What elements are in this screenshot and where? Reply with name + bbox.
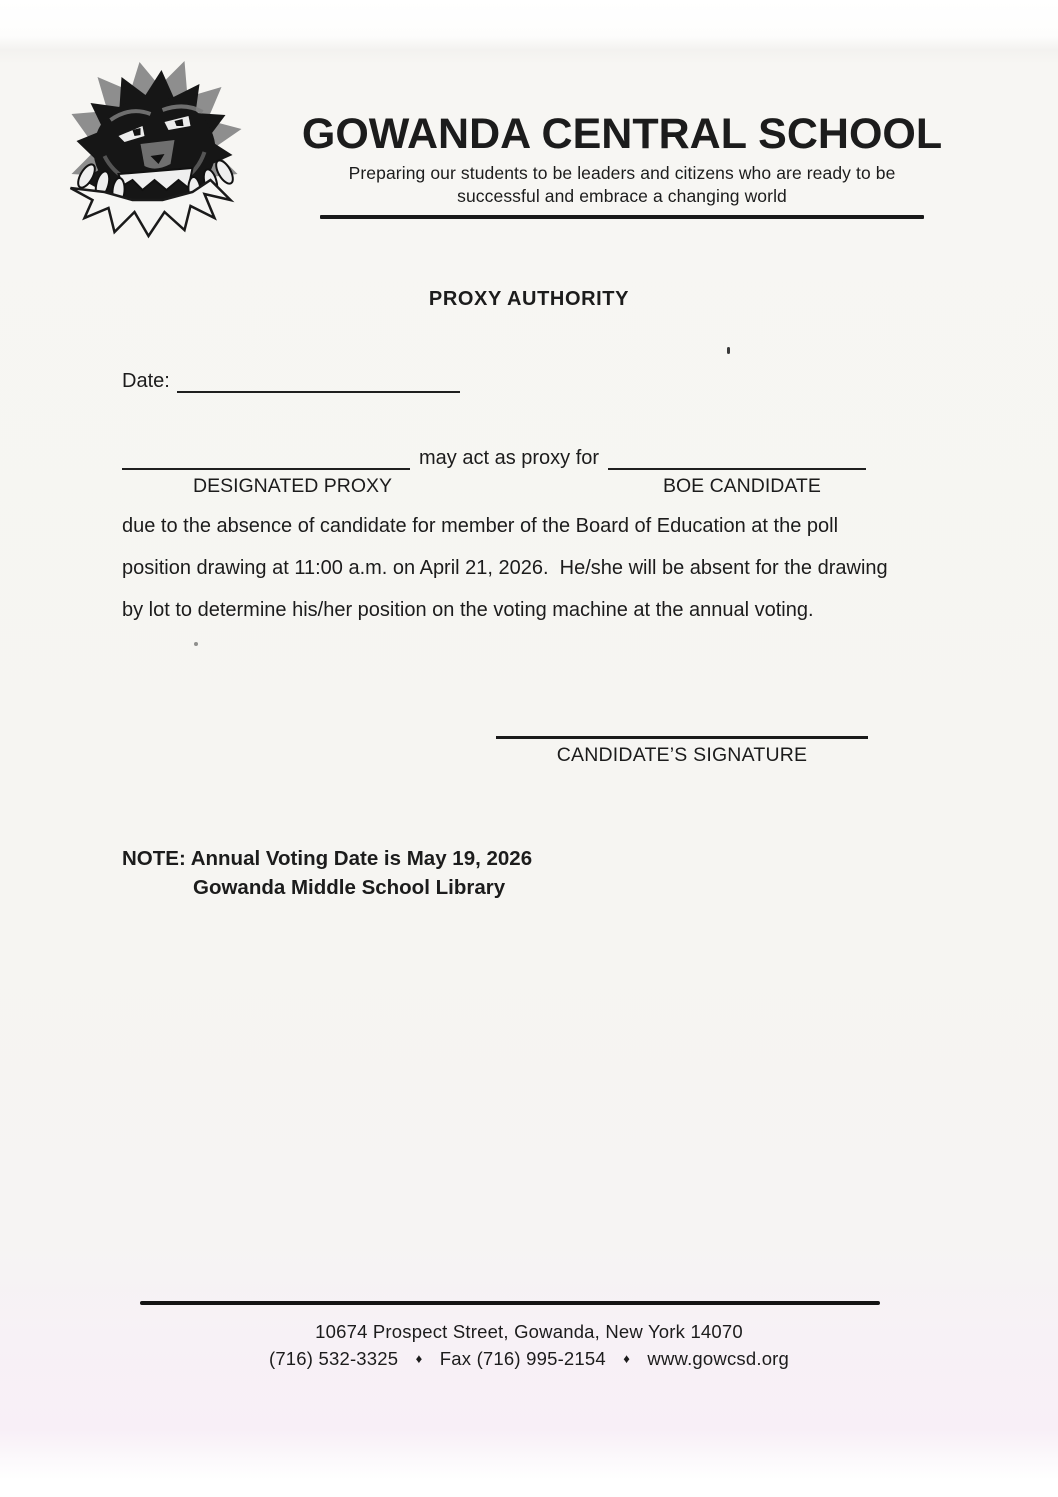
date-row — [122, 369, 460, 393]
candidate-signature-line — [496, 736, 868, 739]
date-label: Date: — [122, 370, 170, 392]
scan-speck — [194, 642, 198, 646]
boe-candidate-label: BOE CANDIDATE — [663, 475, 821, 497]
school-tagline-line2: successful and embrace a changing world — [457, 186, 787, 206]
footer-website: www.gowcsd.org — [647, 1348, 790, 1369]
designated-proxy-blank-line — [122, 446, 410, 470]
footer-contact-line — [0, 1348, 1058, 1370]
panther-mascot-logo — [52, 60, 258, 240]
body-paragraph-line3: by lot to determine his/her position on the voting machine at the annual voting. — [122, 599, 814, 621]
body-paragraph-line2: position drawing at 11:00 a.m. on April 21, 2026. He/she will be absent for the drawing — [122, 557, 888, 579]
boe-candidate-blank-line — [608, 446, 866, 470]
body-paragraph — [122, 505, 958, 631]
document-title: PROXY AUTHORITY — [428, 288, 630, 310]
candidate-signature-label: CANDIDATE’S SIGNATURE — [556, 744, 808, 766]
date-blank-line — [177, 369, 460, 393]
footer-rule — [140, 1301, 880, 1305]
footer-phone: (716) 532-3325 — [268, 1348, 399, 1369]
school-name: GOWANDA CENTRAL SCHOOL — [301, 110, 943, 158]
letterhead — [298, 106, 946, 219]
diamond-separator-icon: ♦ — [623, 1351, 631, 1366]
proxy-sentence-row — [122, 446, 866, 470]
footer-fax: Fax (716) 995-2154 — [439, 1348, 606, 1369]
note-line1: NOTE: Annual Voting Date is May 19, 2026 — [122, 847, 533, 870]
diamond-separator-icon: ♦ — [415, 1351, 423, 1366]
note-block — [122, 845, 532, 902]
header-rule — [320, 215, 924, 219]
note-line2: Gowanda Middle School Library — [193, 875, 506, 899]
panther-icon — [52, 60, 258, 240]
designated-proxy-label: DESIGNATED PROXY — [193, 475, 393, 497]
scan-speck — [727, 347, 730, 354]
body-paragraph-line1: due to the absence of candidate for member of the Board of Education at the poll — [122, 515, 839, 537]
footer-address: 10674 Prospect Street, Gowanda, New York 14070 — [315, 1321, 743, 1342]
proxy-phrase: may act as proxy for — [419, 447, 600, 469]
school-tagline-line1: Preparing our students to be leaders and citizens who are ready to be — [348, 163, 896, 183]
